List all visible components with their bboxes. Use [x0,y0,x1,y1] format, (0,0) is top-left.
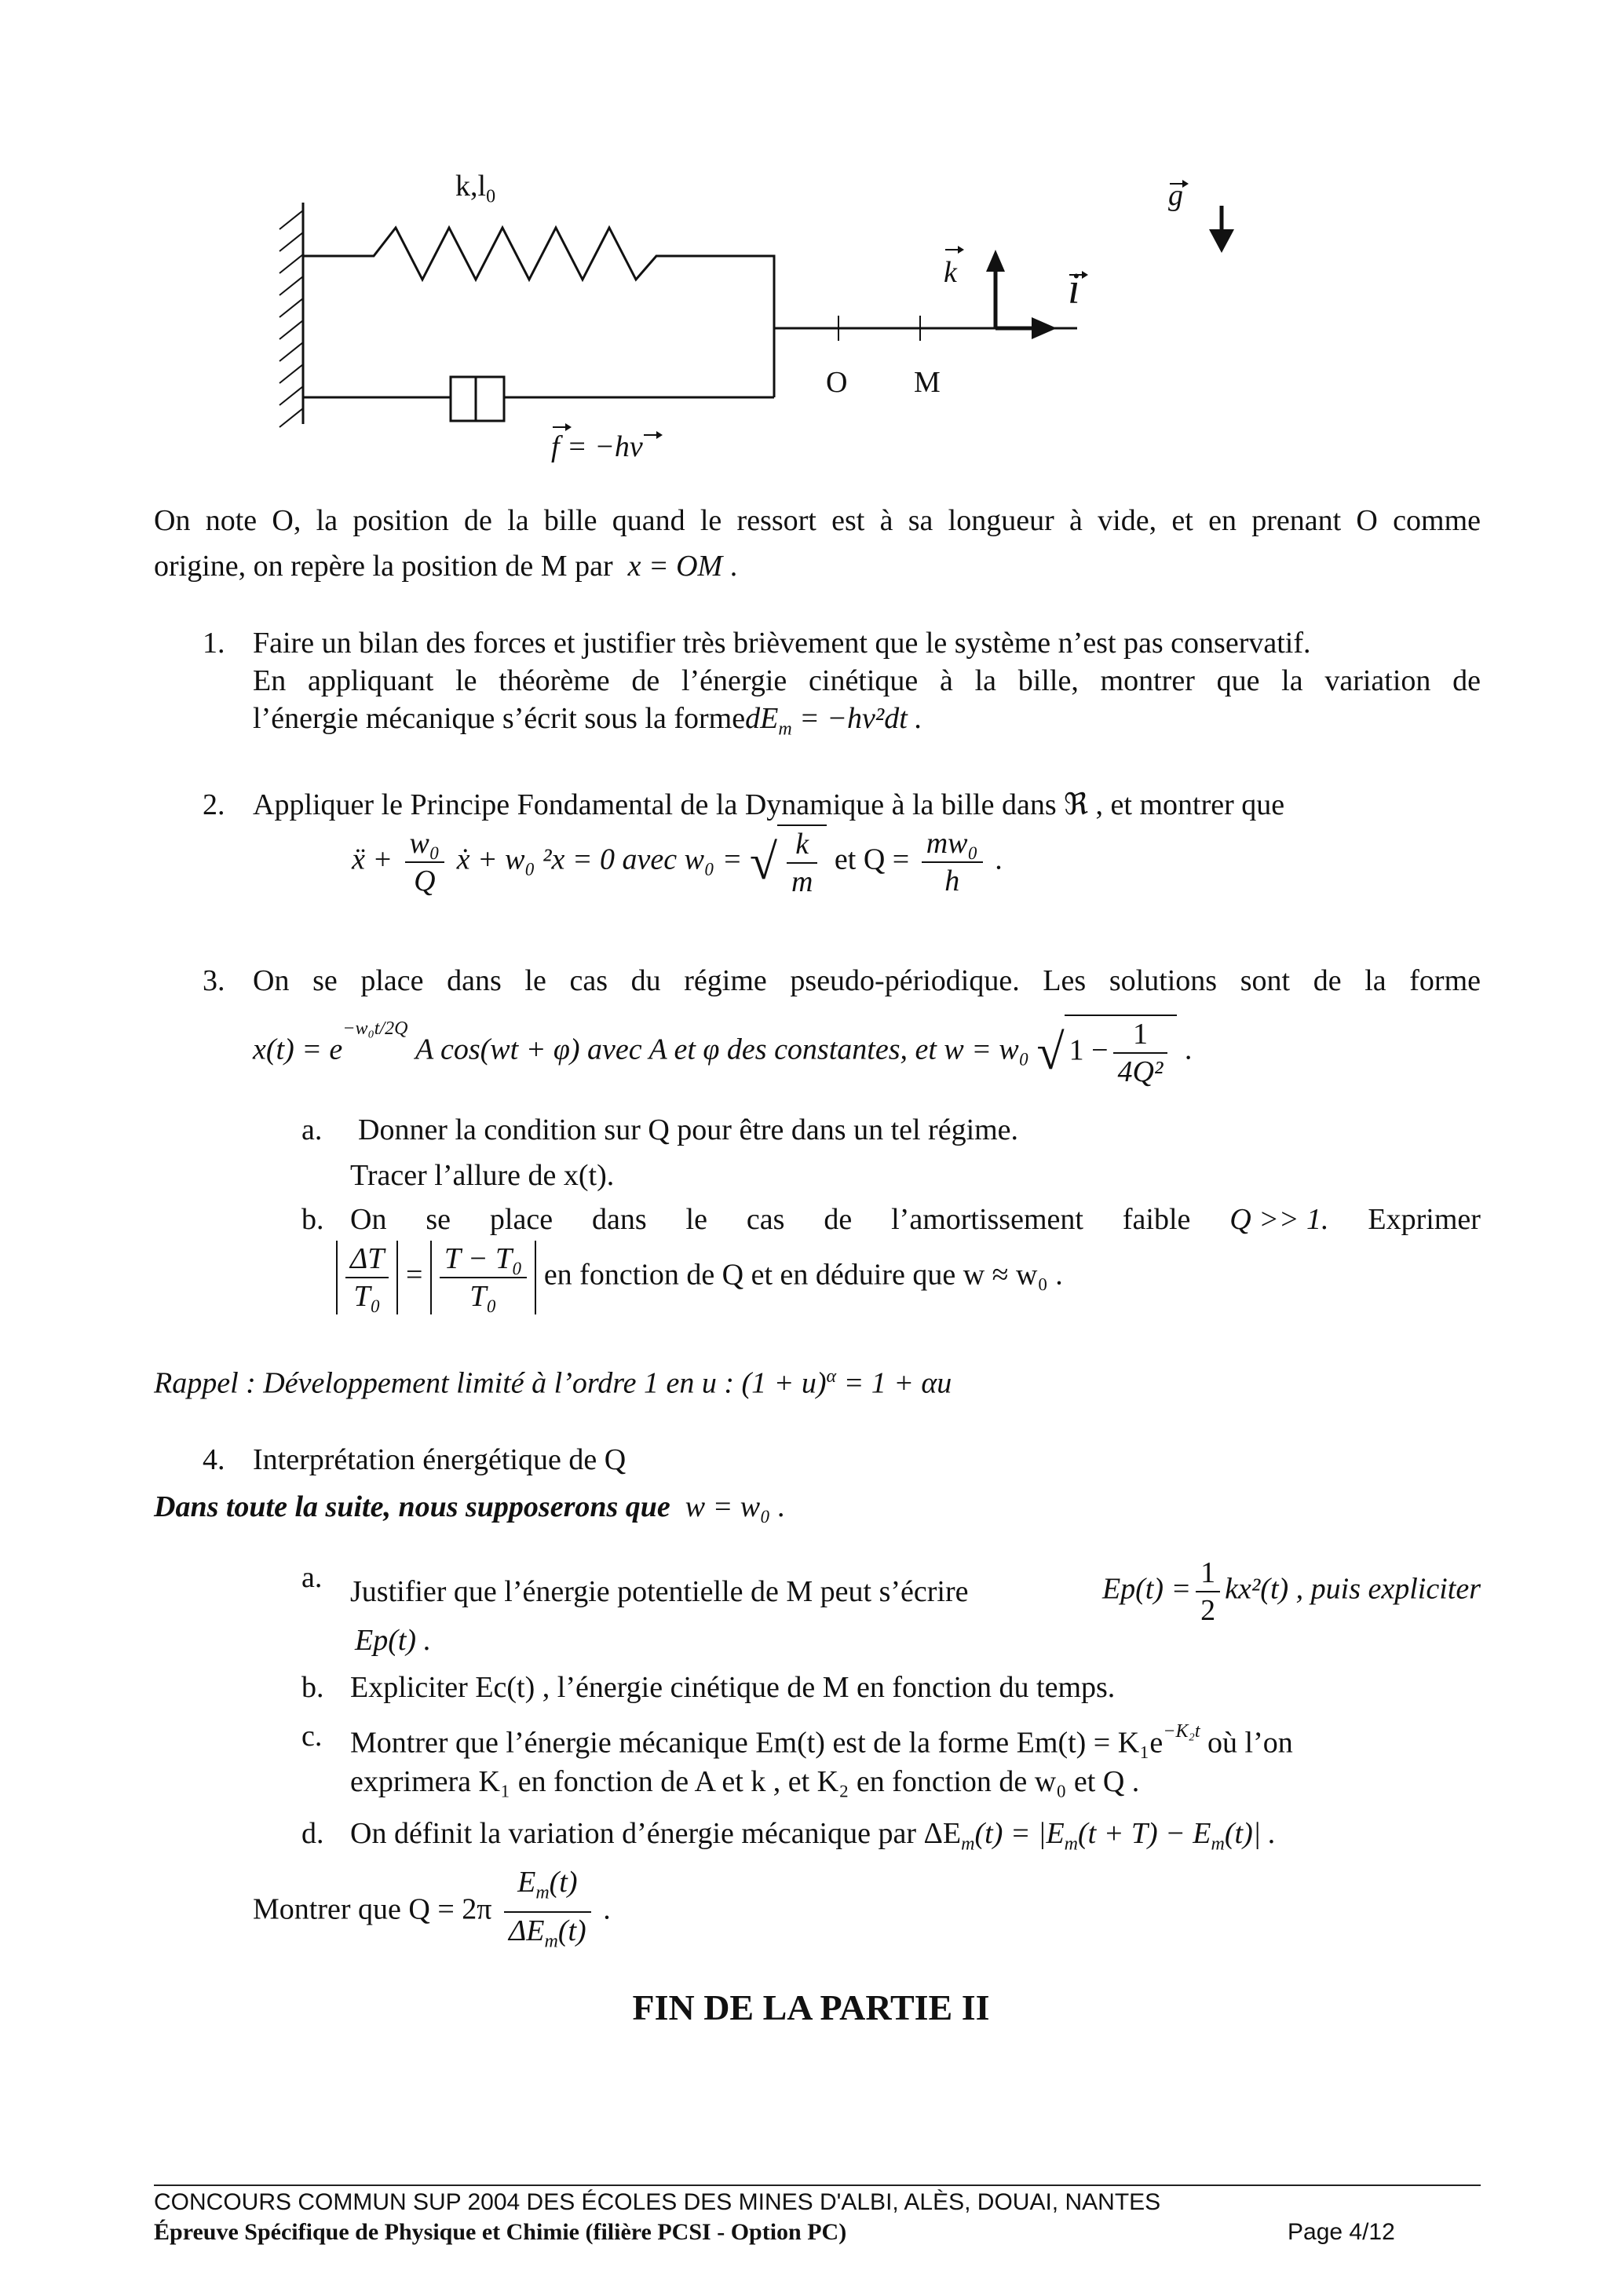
q1-number: 1. [203,627,225,660]
q4c-line2: exprimera K₁ en fonction de A et k , et K₂ en fonction de w₀ et Q . [350,1765,1140,1798]
q3a-line1: Donner la condition sur Q pour être dans un tel régime. [358,1113,1019,1146]
g-arrowhead [1209,229,1234,253]
q3a-line2: Tracer l’allure de x(t). [350,1159,615,1192]
k-label: k [944,256,957,289]
rappel: Rappel : Développement limité à l’ordre 1 en u : $(1 + u)^\alpha = 1 + \alpha u$ [154,1366,952,1400]
wall-hatching [279,210,303,427]
i-arrowhead [1032,317,1057,339]
q3a-label: a. [301,1113,323,1146]
q4-title: Interprétation énergétique de Q [253,1443,627,1476]
q4b-text: Expliciter Ec(t) , l’énergie cinétique de M en fonction du temps. [350,1671,1116,1704]
spring-label: $k,l_0$ [455,170,496,207]
q4d-montrer: Montrer que Q = 2π $\frac{E_m(t)}{\Delta E_m(t)}$ . [253,1866,611,1952]
page-number: Page 4/12 [1288,2219,1395,2245]
q4a-line1: Justifier que l’énergie potentielle de M peut s’écrire Ep(t) = $\frac{1}{2}$ kx²(t) , puis expliciter [350,1556,1481,1627]
q3-line1: On se place dans le cas du régime pseudo-périodique. Les solutions sont de la forme [253,964,1481,997]
footer-contest: CONCOURS COMMUN SUP 2004 DES ÉCOLES DES MINES D'ALBI, ALÈS, DOUAI, NANTES [154,2189,1161,2215]
spring [303,228,774,328]
q4b-label: b. [301,1671,324,1704]
O-label: O [826,366,848,399]
q3b-line1: On se place dans le cas de l’amortissement faible Q >> 1. Exprimer [350,1203,1481,1236]
g-label: g [1168,179,1183,212]
q3b-line2: $\frac{\Delta T}{\text{T₀}}$ = $\frac{\text{T − T₀}}{\text{T₀}}$ en fonction de Q et en déduire que w ≈ w₀ . [336,1241,1063,1314]
damper-body [451,377,504,421]
q4d-label: d. [301,1817,324,1850]
q1-line2: En appliquant le théorème de l’énergie cinétique à la bille, montrer que la variation de [253,664,1481,697]
part-end-title: FIN DE LA PARTIE II [632,1987,990,2027]
friction-label: f = −hv [551,430,643,463]
q4a-label: a. [301,1561,323,1594]
q4-suppose: Dans toute la suite, nous supposerons que w = w₀ . [154,1490,786,1523]
q1-line1: Faire un bilan des forces et justifier très brièvement que le système n’est pas conservatif. [253,627,1311,660]
q3b-label: b. [301,1203,324,1236]
footer-exam: Épreuve Spécifique de Physique et Chimie (filière PCSI - Option PC) [154,2219,847,2245]
spring-damper-figure [0,0,1622,487]
q4c-label: c. [301,1720,323,1753]
q1-line3: l’énergie mécanique s’écrit sous la formedE$_m$ = −hv²dt . [253,702,922,740]
M-label: M [914,366,941,399]
i-label: i [1068,265,1080,313]
k-arrowhead [986,250,1005,272]
q4c-line1: Montrer que l’énergie mécanique Em(t) est de la forme $Em(t) = K_1e^{-K_2t}$ où l’on [350,1721,1293,1760]
q3-solution: $x(t) = e^{-w_0t/2Q}$ A cos(wt + φ) avec A et φ des constantes, et w = w₀ √ 1 − $\frac{1}{\text{4Q²}}$ . [253,1015,1192,1090]
q4a-line2: Ep(t) . [355,1624,432,1657]
q2-equation: ẍ + $\frac{\text{w₀}}{Q}$ ẋ + w₀ ²x = 0 avec w₀ = √ $\frac{k}{m}$ et Q = $\frac{\text{mw₀}}{h}$ . [352,824,1003,900]
intro-line1: On note O, la position de la bille quand le ressort est à sa longueur à vide, et en prenant O comme [154,504,1481,537]
q4-number: 4. [203,1443,225,1476]
q2-number: 2. [203,788,225,821]
q2-line1: Appliquer le Principe Fondamental de la Dynamique à la bille dans ℜ , et montrer que [253,788,1285,821]
footer-rule [154,2184,1481,2186]
q3-number: 3. [203,964,225,997]
q4d-text: On définit la variation d’énergie mécanique par $\Delta E_m(t) = |E_m(t + T) - E_m(t)|$ . [350,1817,1277,1855]
intro-line2: origine, on repère la position de M par x = OM . [154,550,738,583]
